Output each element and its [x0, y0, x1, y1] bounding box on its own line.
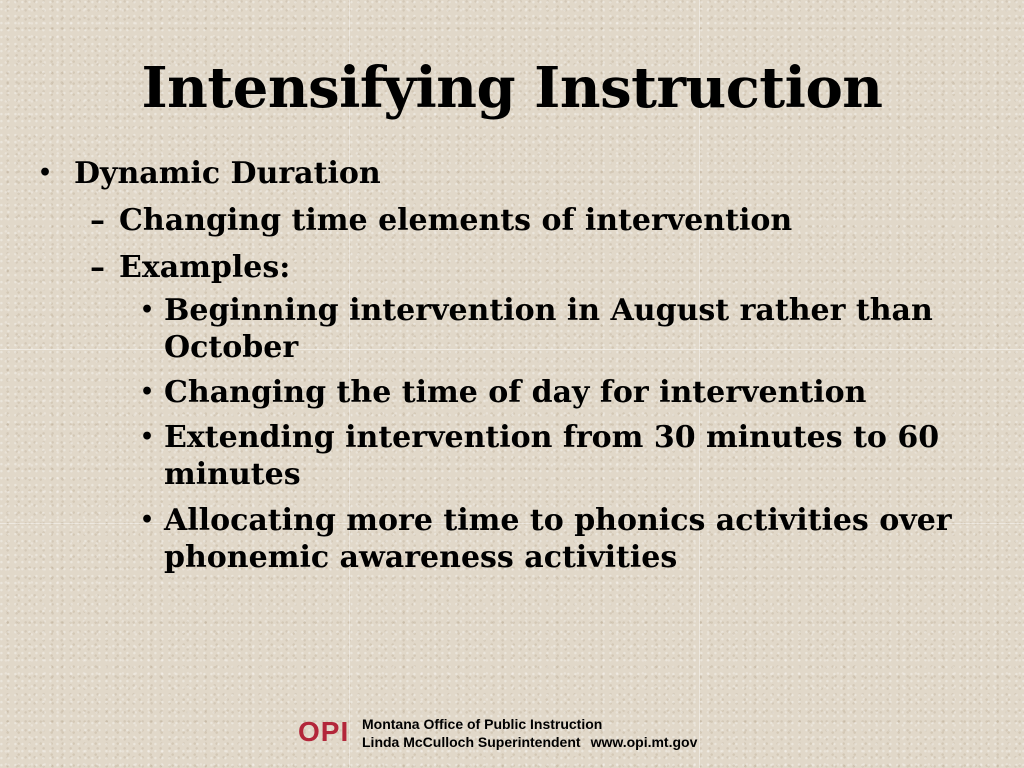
bullet-marker: •: [140, 297, 155, 323]
bullet-text: Extending intervention from 30 minutes to 60 minutes: [164, 420, 940, 492]
bullet-text: Changing time elements of intervention: [119, 203, 793, 238]
bullet-level3: [140, 419, 1000, 493]
bullet-marker: •: [140, 379, 155, 405]
org-name: Montana Office of Public Instruction: [362, 716, 603, 732]
dash-marker: –: [90, 203, 105, 238]
bullet-text: Beginning intervention in August rather than October: [164, 293, 933, 365]
superintendent-name: Linda McCulloch Superintendent: [362, 734, 581, 750]
footer: [298, 712, 758, 756]
footer-text: [362, 715, 697, 751]
bullet-marker: •: [38, 160, 53, 186]
footer-second-line: [362, 733, 697, 751]
bullet-level3: [140, 502, 1000, 576]
bullet-text: Dynamic Duration: [74, 156, 381, 191]
dash-marker: –: [90, 250, 105, 285]
bullet-text: Examples:: [119, 250, 291, 285]
bullet-text: Allocating more time to phonics activities over phonemic awareness activities: [164, 503, 952, 575]
bullet-marker: •: [140, 424, 155, 450]
website-link[interactable]: www.opi.mt.gov: [590, 734, 698, 750]
bullet-level3: [140, 374, 1000, 411]
slide-title: Intensifying Instruction: [141, 55, 883, 121]
bullet-level3: [140, 292, 1000, 366]
opi-logo: OPI: [298, 716, 350, 747]
bullet-text: Changing the time of day for intervention: [164, 375, 867, 410]
bullet-marker: •: [140, 507, 155, 533]
